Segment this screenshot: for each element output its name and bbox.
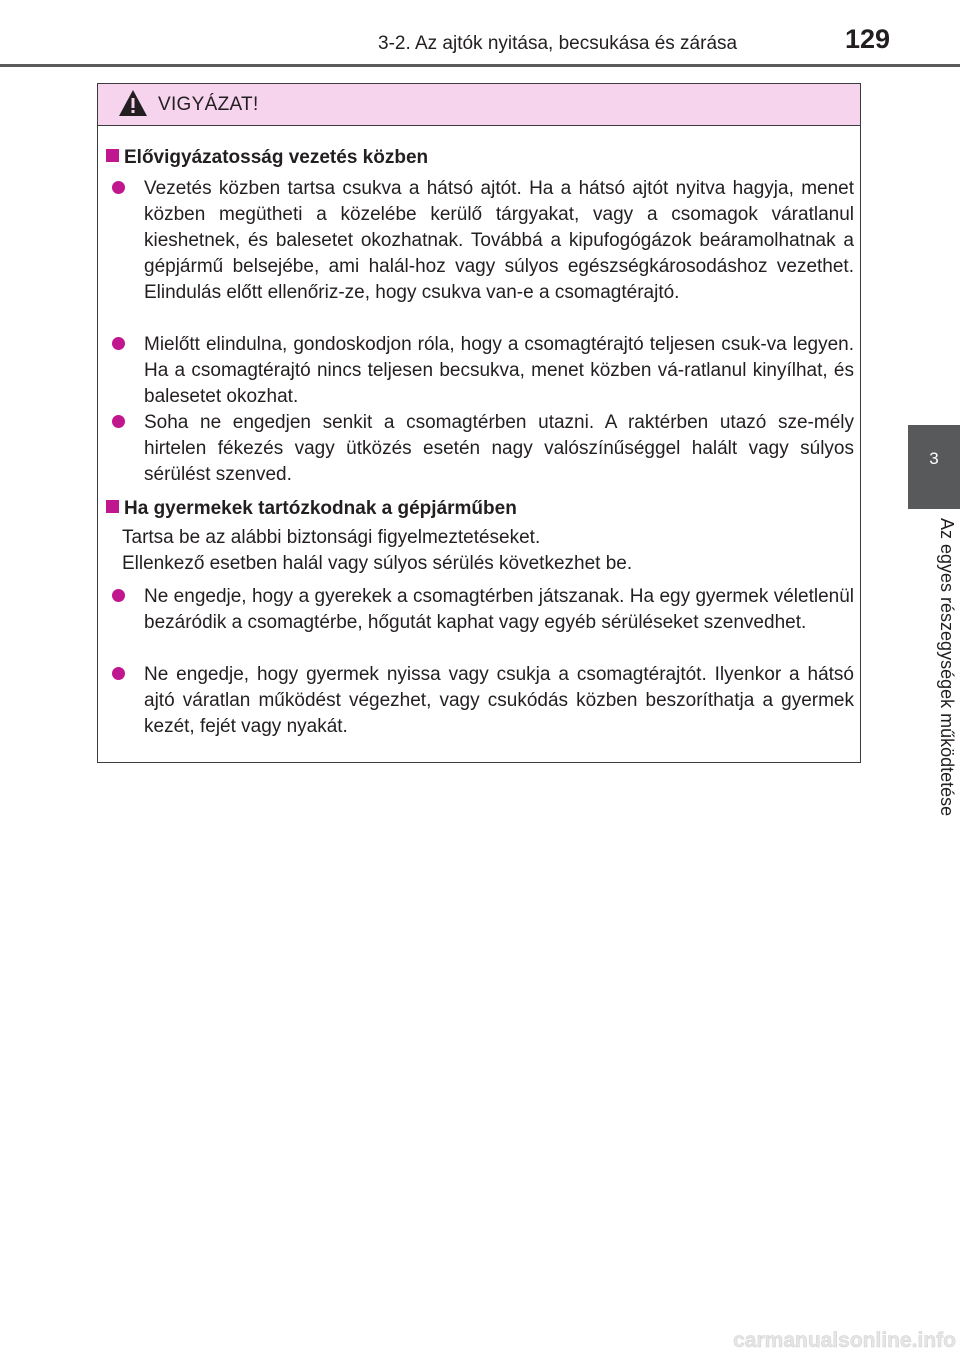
item-text: Mielőtt elindulna, gondoskodjon róla, hogy a csomagtérajtó teljesen csuk-va legyen. Ha a csomagtérajtó nincs teljesen becsukva, menet közben vá-ratlanul kinyílhat, és balesetet okozhat. <box>144 334 854 407</box>
square-bullet-icon <box>106 500 119 513</box>
list-item <box>112 584 854 664</box>
bullet-icon <box>112 181 125 194</box>
item-text: Ne engedje, hogy gyermek nyissa vagy csukja a csomagtérajtót. Ilyenkor a hátsó ajtó váratlan működést végezhet, vagy csukódás közben beszoríthatja a gyermek kezét, fejét vagy nyakát. <box>144 664 854 737</box>
section-heading: Elővigyázatosság vezetés közben <box>106 147 428 169</box>
bullet-icon <box>112 589 125 602</box>
bullet-icon <box>112 667 125 680</box>
watermark-logo <box>708 1325 958 1355</box>
bullet-icon <box>112 415 125 428</box>
chapter-tab[interactable] <box>908 425 960 509</box>
page-header <box>0 0 960 70</box>
warning-title: VIGYÁZAT! <box>158 94 259 115</box>
square-bullet-icon <box>106 149 119 162</box>
list-item <box>112 410 854 490</box>
item-text: Vezetés közben tartsa csukva a hátsó ajtót. Ha a hátsó ajtót nyitva hagyja, menet közben megütheti a közelébe kerülő tárgyakat, vagy a csomagok váratlanul kieshetnek, és balesetet okozhatnak. Továbbá a kipufogógázok beáramolhatnak a gépjármű belsejébe, ami halál-hoz vagy súlyos egészségkárosodáshoz vezethet. Elindulás előtt ellenőriz-ze, hogy csukva van-e a csomagtérajtó. <box>144 178 854 303</box>
bullet-icon <box>112 337 125 350</box>
warning-triangle-icon <box>117 88 149 118</box>
chapter-title: Az egyes részegységek működtetése <box>937 518 957 817</box>
svg-text:carmanualsonline.info: carmanualsonline.info <box>733 1329 956 1352</box>
list-item <box>112 176 854 336</box>
section-title: 3-2. Az ajtók nyitása, becsukása és zárása <box>378 33 738 54</box>
item-text: Ne engedje, hogy a gyerekek a csomagtérben játszanak. Ha egy gyermek véletlenül bezáródik a csomagtérbe, hőgutát kaphat vagy egyéb sérüléseket szenvedhet. <box>144 586 854 633</box>
list-item <box>112 332 854 412</box>
chapter-number: 3 <box>929 449 939 468</box>
header-divider <box>0 64 960 67</box>
page-number: 129 <box>845 24 891 54</box>
warning-header <box>98 84 860 126</box>
warning-box <box>97 83 861 763</box>
intro-line: Tartsa be az alábbi biztonsági figyelmeztetéseket. <box>122 527 541 548</box>
list-item <box>112 662 854 742</box>
item-text: Soha ne engedjen senkit a csomagtérben utazni. A raktérben utazó sze-mély hirtelen fékezés vagy ütközés esetén nagy valószínűséggel halált vagy súlyos sérülést szenved. <box>144 412 854 485</box>
intro-line: Ellenkező esetben halál vagy súlyos sérülés következhet be. <box>122 553 633 574</box>
section-heading: Ha gyermekek tartózkodnak a gépjárműben <box>106 498 517 520</box>
